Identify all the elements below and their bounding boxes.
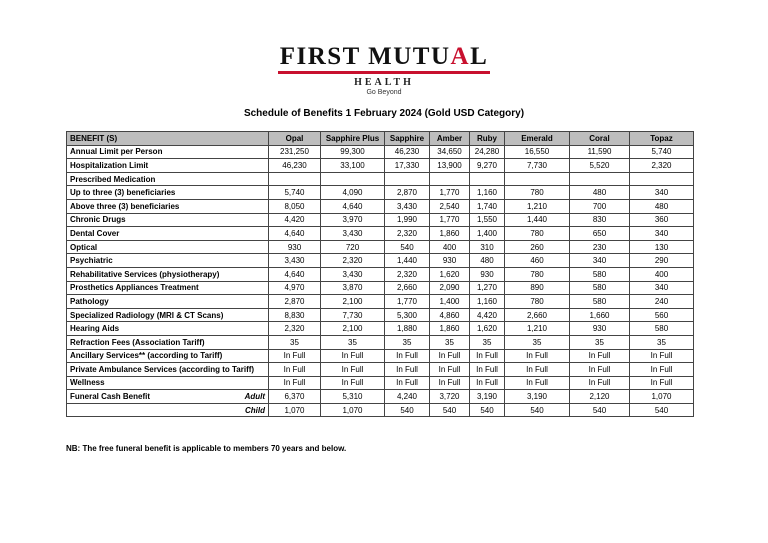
benefit-value: 580 (570, 295, 630, 309)
document-title: Schedule of Benefits 1 February 2024 (Gold USD Category) (243, 108, 525, 119)
benefit-value: 1,620 (430, 267, 470, 281)
column-header-plan: Emerald (505, 132, 570, 146)
benefit-value: In Full (430, 376, 470, 390)
benefit-value: 2,120 (570, 390, 630, 404)
benefit-value: 580 (570, 281, 630, 295)
benefit-value: In Full (430, 349, 470, 363)
benefit-value: 1,270 (470, 281, 505, 295)
benefit-value: 1,660 (570, 308, 630, 322)
benefit-value: 1,620 (470, 322, 505, 336)
benefit-value: 340 (630, 186, 694, 200)
benefit-value: In Full (505, 376, 570, 390)
benefit-value: 17,330 (385, 159, 430, 173)
benefit-value: 580 (570, 267, 630, 281)
benefit-value: 5,300 (385, 308, 430, 322)
logo-wordmark: FIRST MUTUAL (279, 43, 489, 70)
benefit-value: In Full (630, 376, 694, 390)
benefit-value: 720 (321, 240, 385, 254)
benefit-value: 930 (269, 240, 321, 254)
benefit-value: 46,230 (385, 145, 430, 159)
benefit-value: In Full (385, 363, 430, 377)
column-header-plan: Sapphire Plus (321, 132, 385, 146)
benefit-value: 33,100 (321, 159, 385, 173)
benefit-value: 540 (385, 403, 430, 417)
benefit-value: In Full (269, 349, 321, 363)
benefit-value: 3,970 (321, 213, 385, 227)
table-row (67, 281, 694, 295)
benefit-value: 930 (570, 322, 630, 336)
benefit-value: 700 (570, 199, 630, 213)
benefit-value: 4,640 (269, 267, 321, 281)
benefit-value: 480 (570, 186, 630, 200)
benefit-value: 4,640 (321, 199, 385, 213)
table-row (67, 267, 694, 281)
benefit-value: 8,050 (269, 199, 321, 213)
benefit-value: In Full (321, 363, 385, 377)
child-label: Child (245, 405, 265, 415)
column-header-plan: Topaz (630, 132, 694, 146)
benefit-value: 1,770 (385, 295, 430, 309)
benefit-label: Ancillary Services** (according to Tariff) (67, 349, 269, 363)
benefit-value: 13,900 (430, 159, 470, 173)
benefit-value: 3,430 (321, 267, 385, 281)
benefit-value: 2,090 (430, 281, 470, 295)
benefit-value: 46,230 (269, 159, 321, 173)
benefit-value: 540 (385, 240, 430, 254)
benefit-label: Hospitalization Limit (67, 159, 269, 173)
benefit-value: 4,420 (269, 213, 321, 227)
benefit-value: 2,100 (321, 322, 385, 336)
benefit-value: 35 (269, 335, 321, 349)
benefit-label: Private Ambulance Services (according to Tariff) (67, 363, 269, 377)
benefit-value: 1,990 (385, 213, 430, 227)
column-header-plan: Amber (430, 132, 470, 146)
benefit-value: 16,550 (505, 145, 570, 159)
adult-label: Adult (244, 392, 265, 402)
benefit-value: 400 (630, 267, 694, 281)
benefit-value: In Full (630, 349, 694, 363)
benefit-value: 7,730 (505, 159, 570, 173)
benefit-label: Refraction Fees (Association Tariff) (67, 335, 269, 349)
benefit-value: 6,370 (269, 390, 321, 404)
benefit-value: 260 (505, 240, 570, 254)
benefit-label (67, 403, 269, 417)
benefit-value: 1,440 (385, 254, 430, 268)
table-row (67, 172, 694, 186)
benefit-value: 35 (470, 335, 505, 349)
benefit-value: 780 (505, 295, 570, 309)
benefit-value: 3,430 (321, 227, 385, 241)
logo-tagline: Go Beyond (366, 89, 402, 96)
benefit-value (385, 172, 430, 186)
benefit-value: 780 (505, 267, 570, 281)
benefit-value: 890 (505, 281, 570, 295)
benefit-value: 780 (505, 227, 570, 241)
benefit-value: 1,160 (470, 186, 505, 200)
benefit-value: 24,280 (470, 145, 505, 159)
benefit-value: 480 (630, 199, 694, 213)
benefit-label: Prosthetics Appliances Treatment (67, 281, 269, 295)
benefit-value: 35 (570, 335, 630, 349)
benefit-value: In Full (430, 363, 470, 377)
column-header-plan: Opal (269, 132, 321, 146)
benefit-value: 35 (321, 335, 385, 349)
benefit-value: 930 (470, 267, 505, 281)
table-row (67, 240, 694, 254)
benefit-value: 1,880 (385, 322, 430, 336)
benefit-value: In Full (470, 349, 505, 363)
benefit-value: 290 (630, 254, 694, 268)
benefit-value: 4,090 (321, 186, 385, 200)
table-row (67, 295, 694, 309)
benefit-value: 5,740 (630, 145, 694, 159)
benefit-value (570, 172, 630, 186)
benefit-value: In Full (321, 349, 385, 363)
benefit-value: In Full (570, 349, 630, 363)
column-header-plan: Coral (570, 132, 630, 146)
benefit-value: 4,860 (430, 308, 470, 322)
table-row (67, 227, 694, 241)
benefit-value (321, 172, 385, 186)
benefit-value: 780 (505, 186, 570, 200)
benefit-value: 460 (505, 254, 570, 268)
column-header-benefit: BENEFIT (S) (67, 132, 269, 146)
benefit-value: 2,320 (385, 227, 430, 241)
benefit-value: 8,830 (269, 308, 321, 322)
benefit-value: 2,320 (269, 322, 321, 336)
benefit-value: 240 (630, 295, 694, 309)
table-row-funeral-child (67, 403, 694, 417)
benefit-value: 3,870 (321, 281, 385, 295)
benefit-value: 34,650 (430, 145, 470, 159)
benefit-value: 1,440 (505, 213, 570, 227)
benefit-value: 5,520 (570, 159, 630, 173)
benefit-value: 5,740 (269, 186, 321, 200)
benefit-value: 1,070 (630, 390, 694, 404)
table-row (67, 186, 694, 200)
benefit-value (269, 172, 321, 186)
benefit-label: Optical (67, 240, 269, 254)
table-row (67, 349, 694, 363)
benefit-value (505, 172, 570, 186)
benefit-value: 3,430 (269, 254, 321, 268)
benefit-label: Wellness (67, 376, 269, 390)
benefit-value: 1,400 (470, 227, 505, 241)
table-row (67, 145, 694, 159)
benefit-value: 2,660 (505, 308, 570, 322)
benefit-value: 930 (430, 254, 470, 268)
benefit-value: 1,550 (470, 213, 505, 227)
benefit-value: 2,320 (321, 254, 385, 268)
benefit-value: In Full (385, 349, 430, 363)
benefit-label: Annual Limit per Person (67, 145, 269, 159)
benefit-value: 310 (470, 240, 505, 254)
benefit-label: Hearing Aids (67, 322, 269, 336)
benefit-value: 230 (570, 240, 630, 254)
benefit-value (470, 172, 505, 186)
benefit-value: 35 (430, 335, 470, 349)
benefit-value: 2,870 (269, 295, 321, 309)
benefit-value: In Full (269, 376, 321, 390)
benefit-value: 2,320 (630, 159, 694, 173)
company-logo (0, 44, 768, 96)
benefit-value: In Full (385, 376, 430, 390)
benefit-value: 3,190 (505, 390, 570, 404)
logo-underline (278, 71, 490, 74)
benefit-value: 1,210 (505, 199, 570, 213)
benefit-value: 1,210 (505, 322, 570, 336)
table-body (67, 145, 694, 417)
table-row (67, 159, 694, 173)
benefit-value: 4,970 (269, 281, 321, 295)
benefit-value: In Full (570, 376, 630, 390)
benefit-value: 540 (430, 403, 470, 417)
table-row (67, 308, 694, 322)
table-row (67, 322, 694, 336)
column-header-plan: Ruby (470, 132, 505, 146)
benefit-value: 4,240 (385, 390, 430, 404)
benefit-value: 540 (505, 403, 570, 417)
benefit-value: 1,740 (470, 199, 505, 213)
benefit-value (430, 172, 470, 186)
benefit-value: 35 (505, 335, 570, 349)
benefit-label: Prescribed Medication (67, 172, 269, 186)
benefit-value: 1,070 (269, 403, 321, 417)
benefit-value: In Full (630, 363, 694, 377)
benefit-value: 1,770 (430, 213, 470, 227)
benefit-value: 480 (470, 254, 505, 268)
benefit-value: 1,160 (470, 295, 505, 309)
table-row (67, 199, 694, 213)
benefit-label: Above three (3) beneficiaries (67, 199, 269, 213)
benefit-value: 400 (430, 240, 470, 254)
benefit-value: 650 (570, 227, 630, 241)
benefit-value: 540 (470, 403, 505, 417)
benefit-label: Up to three (3) beneficiaries (67, 186, 269, 200)
benefit-value: 340 (630, 281, 694, 295)
benefit-value: 540 (630, 403, 694, 417)
benefit-value: 3,720 (430, 390, 470, 404)
benefit-value: 580 (630, 322, 694, 336)
benefit-value: In Full (570, 363, 630, 377)
benefit-value: 4,420 (470, 308, 505, 322)
benefit-value: In Full (269, 363, 321, 377)
table-row (67, 254, 694, 268)
benefit-value: 340 (570, 254, 630, 268)
benefit-value: 35 (630, 335, 694, 349)
benefit-value: 130 (630, 240, 694, 254)
benefit-value: 1,860 (430, 227, 470, 241)
benefit-value: 1,860 (430, 322, 470, 336)
column-header-plan: Sapphire (385, 132, 430, 146)
benefit-value: 2,660 (385, 281, 430, 295)
benefit-value: In Full (505, 349, 570, 363)
table-row (67, 213, 694, 227)
benefit-value: 3,430 (385, 199, 430, 213)
table-row (67, 363, 694, 377)
benefit-value: 9,270 (470, 159, 505, 173)
table-header-row (67, 132, 694, 146)
benefit-value: 3,190 (470, 390, 505, 404)
benefit-value: 340 (630, 227, 694, 241)
benefit-value: 540 (570, 403, 630, 417)
benefit-value: In Full (321, 376, 385, 390)
benefit-value: 231,250 (269, 145, 321, 159)
funeral-label: Funeral Cash Benefit (70, 392, 151, 402)
benefit-label (67, 390, 269, 404)
benefit-label: Dental Cover (67, 227, 269, 241)
table-row (67, 335, 694, 349)
benefit-value: 35 (385, 335, 430, 349)
footnote: NB: The free funeral benefit is applicable to members 70 years and below. (66, 444, 347, 453)
benefit-value: 560 (630, 308, 694, 322)
benefit-value: In Full (470, 363, 505, 377)
benefits-table (66, 131, 694, 417)
benefit-label: Chronic Drugs (67, 213, 269, 227)
logo-subtitle: HEALTH (354, 77, 414, 88)
table-row (67, 376, 694, 390)
benefit-value: 99,300 (321, 145, 385, 159)
benefit-label: Rehabilitative Services (physiotherapy) (67, 267, 269, 281)
benefit-label: Specialized Radiology (MRI & CT Scans) (67, 308, 269, 322)
benefit-value: 2,320 (385, 267, 430, 281)
benefit-label: Pathology (67, 295, 269, 309)
table-row-funeral-adult (67, 390, 694, 404)
benefit-value: 2,870 (385, 186, 430, 200)
benefit-value: 1,770 (430, 186, 470, 200)
benefit-value: 2,540 (430, 199, 470, 213)
benefit-value: 4,640 (269, 227, 321, 241)
benefit-value: 360 (630, 213, 694, 227)
benefit-value: 1,400 (430, 295, 470, 309)
benefit-value: 1,070 (321, 403, 385, 417)
benefit-value: In Full (505, 363, 570, 377)
benefit-value (630, 172, 694, 186)
benefit-value: In Full (470, 376, 505, 390)
benefit-label: Psychiatric (67, 254, 269, 268)
benefit-value: 5,310 (321, 390, 385, 404)
benefit-value: 11,590 (570, 145, 630, 159)
benefit-value: 7,730 (321, 308, 385, 322)
benefit-value: 830 (570, 213, 630, 227)
benefit-value: 2,100 (321, 295, 385, 309)
